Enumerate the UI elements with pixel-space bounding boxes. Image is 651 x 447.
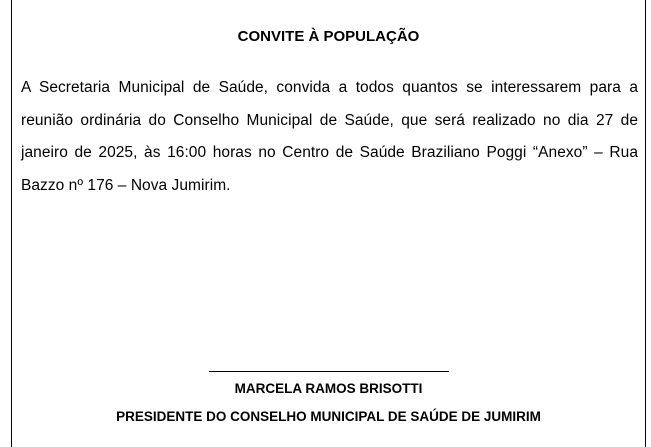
signature-line	[209, 371, 449, 372]
notice-title: CONVITE À POPULAÇÃO	[237, 28, 420, 45]
signatory-role: PRESIDENTE DO CONSELHO MUNICIPAL DE SAÚDE DE JUMIRIM	[116, 409, 541, 424]
notice-body: A Secretaria Municipal de Saúde, convida a todos quantos se interessarem para a reunião ordinária do Conselho Municipal de Saúde, que será realizado no dia 27 de janeiro de 2025, às 16:00 horas no Centro de Saúde Braziliano Poggi “Anexo” – Rua Bazzo nº 176 – Nova Jumirim.	[21, 79, 638, 195]
signatory-name: MARCELA RAMOS BRISOTTI	[234, 381, 423, 396]
right-border-line	[645, 0, 646, 447]
